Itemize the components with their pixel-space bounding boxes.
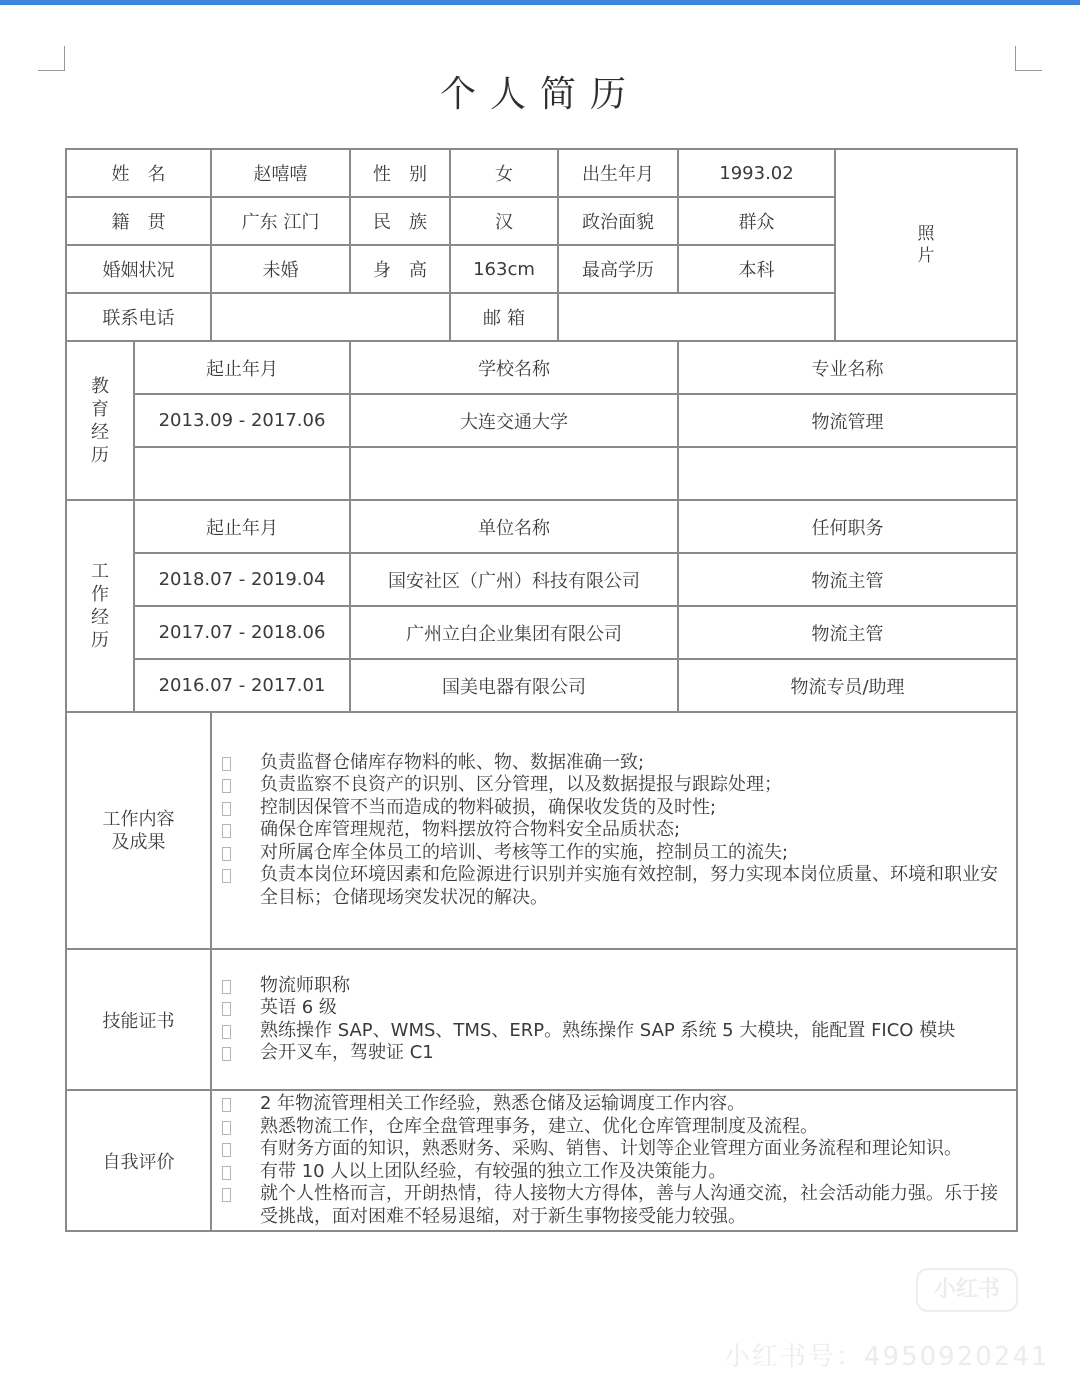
list-item-text: 对所属仓库全体员工的培训、考核等工作的实施，控制员工的流失; [260,841,789,863]
education-major: 物流管理 [678,394,1017,447]
list-item-text: 控制因保管不当而造成的物料破损，确保收发货的及时性; [260,796,717,818]
phone-value [211,293,450,341]
watermark-logo: 小红书 [916,1268,1018,1312]
bullet-box-icon [222,847,231,861]
list-item [222,752,1010,775]
achievements-label-line: 工作内容 [102,808,175,830]
achievements-list [222,752,1010,910]
skills-label: 技能证书 [66,949,211,1090]
list-item-text: 2 年物流管理相关工作经验，熟悉仓储及运输调度工作内容。 [260,1093,746,1114]
education-header-period: 起止年月 [134,341,350,394]
skills-content [211,949,1017,1090]
page-title: 个人简历 [439,74,640,115]
work-row [66,553,1017,606]
email-value [558,293,835,341]
self-evaluation-content [211,1090,1017,1231]
bullet-box-icon [222,1188,231,1202]
basic-row-1 [66,149,1017,197]
education-label-char: 育 [91,398,109,420]
list-item-text: 熟练操作 SAP、WMS、TMS、ERP。熟练操作 SAP 系统 5 大模块，能配置 FICO 模块 [260,1019,956,1041]
bullet-box-icon [222,1143,231,1157]
list-item [222,774,1010,797]
skills-list [222,975,1010,1065]
work-label-char: 历 [91,630,109,651]
list-item [222,1020,1010,1043]
origin-label: 籍贯 [66,197,211,245]
work-header-company: 单位名称 [350,500,678,553]
list-item-text: 就个人性格而言，开朗热情，待人接物大方得体，善与人沟通交流，社会活动能力强。乐于接受挑战，面对困难不轻易退缩，对于新生事物接受能力较强。 [260,1183,998,1227]
work-label-char: 经 [91,607,109,628]
achievements-row [66,712,1017,949]
list-item-text: 有财务方面的知识，熟悉财务、采购、销售、计划等企业管理方面业务流程和理论知识。 [260,1138,962,1159]
achievements-label [66,712,211,949]
resume-table [65,148,1018,1232]
education-major [678,447,1017,500]
list-item [222,842,1010,865]
work-header-row [66,500,1017,553]
height-value: 163cm [450,245,558,293]
list-item [222,975,1010,998]
degree-value: 本科 [678,245,835,293]
bullet-box-icon [222,1047,231,1061]
list-item-text: 负责本岗位环境因素和危险源进行识别并实施有效控制，努力实现本岗位质量、环境和职业安全目标；仓储现场突发状况的解决。 [260,864,998,908]
photo-label-char-1: 照 [917,224,935,244]
ethnicity-value: 汉 [450,197,558,245]
degree-label: 最高学历 [558,245,678,293]
list-item [222,997,1010,1020]
photo-label-char-2: 片 [917,246,935,266]
work-row [66,606,1017,659]
education-school: 大连交通大学 [350,394,678,447]
email-label: 邮箱 [450,293,558,341]
skills-row [66,949,1017,1090]
list-item [222,1183,1010,1228]
name-label: 姓名 [66,149,211,197]
list-item [222,797,1010,820]
origin-value: 广东 江门 [211,197,350,245]
work-company: 国美电器有限公司 [350,659,678,712]
work-header-period: 起止年月 [134,500,350,553]
education-row [66,394,1017,447]
list-item-text: 会开叉车，驾驶证 C1 [260,1042,434,1063]
work-period: 2016.07 - 2017.01 [134,659,350,712]
list-item [222,1093,1010,1116]
list-item-text: 有带 10 人以上团队经验，有较强的独立工作及决策能力。 [260,1160,727,1182]
list-item-text: 英语 6 级 [260,997,337,1018]
self-evaluation-label: 自我评价 [66,1090,211,1231]
list-item-text: 物流师职称 [260,974,350,996]
politics-value: 群众 [678,197,835,245]
list-item-text: 负责监察不良资产的识别、区分管理，以及数据提报与跟踪处理； [260,774,782,796]
bullet-box-icon [222,1098,231,1112]
education-label-char: 历 [91,444,109,466]
marital-label: 婚姻状况 [66,245,211,293]
bullet-box-icon [222,869,231,883]
bullet-box-icon [222,980,231,994]
bullet-box-icon [222,802,231,816]
education-label-char: 经 [91,421,109,443]
birth-label: 出生年月 [558,149,678,197]
list-item [222,1116,1010,1139]
bullet-box-icon [222,1025,231,1039]
photo-placeholder [835,149,1017,341]
bullet-box-icon [222,779,231,793]
politics-label: 政治面貌 [558,197,678,245]
list-item [222,1138,1010,1161]
bullet-box-icon [222,824,231,838]
ethnicity-label: 民族 [350,197,450,245]
education-label-char: 教 [91,375,109,397]
top-accent-bar [0,0,1080,5]
work-section-label [66,500,134,712]
phone-label: 联系电话 [66,293,211,341]
education-row-empty [66,447,1017,500]
gender-value: 女 [450,149,558,197]
achievements-label-line: 及成果 [111,831,166,853]
education-period: 2013.09 - 2017.06 [134,394,350,447]
self-evaluation-row [66,1090,1017,1231]
bullet-box-icon [222,1121,231,1135]
list-item-text: 确保仓库管理规范，物料摆放符合物料安全品质状态; [260,819,681,841]
work-header-position: 任何职务 [678,500,1017,553]
list-item-text: 熟悉物流工作，仓库全盘管理事务，建立、优化仓库管理制度及流程。 [260,1115,818,1137]
work-position: 物流主管 [678,606,1017,659]
education-header-major: 专业名称 [678,341,1017,394]
list-item [222,1161,1010,1184]
work-company: 广州立白企业集团有限公司 [350,606,678,659]
birth-value: 1993.02 [678,149,835,197]
education-header-school: 学校名称 [350,341,678,394]
work-period: 2017.07 - 2018.06 [134,606,350,659]
height-label: 身高 [350,245,450,293]
work-label-char: 工 [91,561,109,582]
gender-label: 性别 [350,149,450,197]
list-item [222,1042,1010,1065]
marital-value: 未婚 [211,245,350,293]
bullet-box-icon [222,1166,231,1180]
work-company: 国安社区（广州）科技有限公司 [350,553,678,606]
self-evaluation-list [222,1093,1010,1228]
education-period [134,447,350,500]
work-label-char: 作 [91,584,109,605]
education-section-label [66,341,134,500]
list-item [222,819,1010,842]
education-header-row [66,341,1017,394]
bullet-box-icon [222,1002,231,1016]
list-item-text: 负责监督仓储库存物料的帐、物、数据准确一致; [260,751,645,773]
achievements-content [211,712,1017,949]
work-position: 物流专员/助理 [678,659,1017,712]
bullet-box-icon [222,757,231,771]
education-school [350,447,678,500]
list-item [222,864,1010,909]
work-position: 物流主管 [678,553,1017,606]
watermark-account: 小红书号：4950920241 [724,1342,1050,1372]
name-value: 赵嘻嘻 [211,149,350,197]
work-period: 2018.07 - 2019.04 [134,553,350,606]
work-row [66,659,1017,712]
